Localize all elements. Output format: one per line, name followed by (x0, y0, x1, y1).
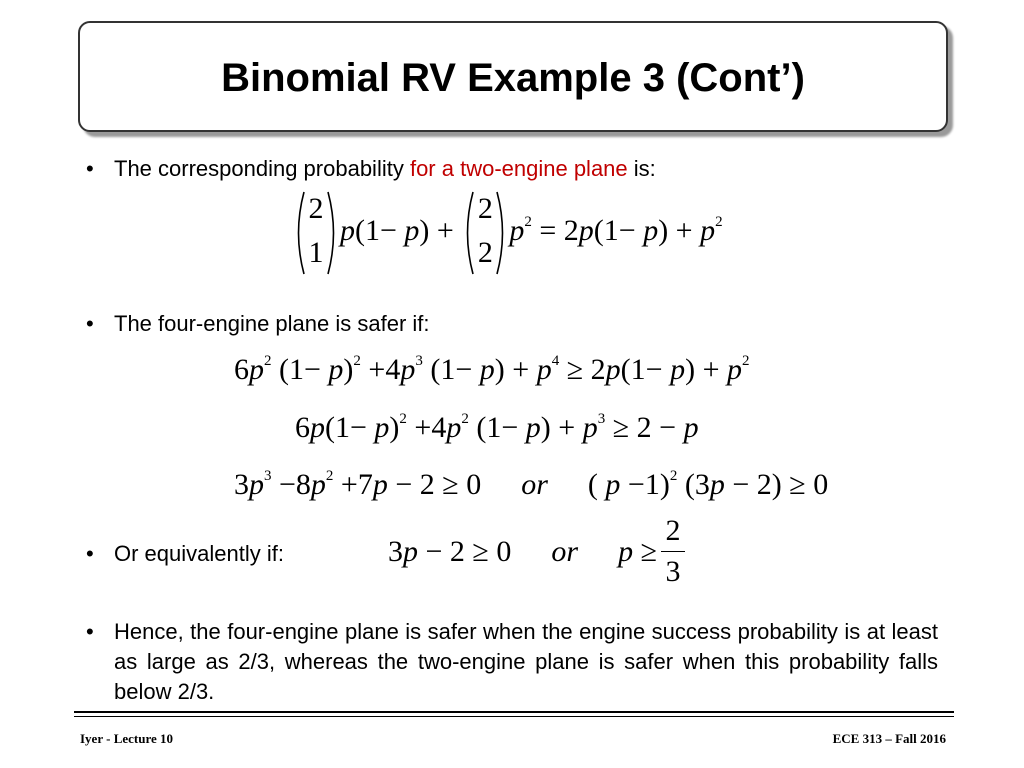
bullet-dot: • (86, 541, 94, 566)
equation-inequality-1: $6p^2$ $(1- p)^2 +4p^3$ $(1- p) + p^4 \ge 2p(1- p) + p^2$ (234, 353, 750, 386)
bullet-two-engine: • The corresponding probability for a two-engine plane is: (86, 156, 656, 181)
binomial-coefficient: 2 1 (292, 190, 340, 276)
equation-two-engine: 2 1 p(1− p) + 2 2 $p^2 = 2p(1- p) + p^2$ (292, 190, 723, 276)
equation-inequality-2: $6p(1- p)^2 +4p^2$ $(1- p) + p^3 \ge 2 - p$ (295, 411, 699, 444)
bullet-conclusion (86, 617, 938, 707)
title-box (78, 21, 948, 132)
footer-course: ECE 313 – Fall 2016 (832, 731, 946, 746)
highlight-text: for a two-engine plane (409, 156, 628, 181)
bullet-equivalently: • Or equivalently if: (86, 541, 284, 566)
footer-lecture: Iyer - Lecture 10 (80, 731, 174, 746)
binomial-coefficient: 2 2 (461, 190, 509, 276)
bullet-dot: • (86, 619, 94, 644)
conclusion-text: Hence, the four-engine plane is safer when the engine success probability is at least as large as 2/3, whereas the two-engine plane is safer when this probability falls below 2/3. (114, 619, 938, 704)
bullet-dot: • (86, 311, 94, 336)
footer-rule-thin (74, 716, 954, 717)
equation-cubic: $3p^3 -8p^2 +7p - 2 \ge 0$ or ( p −1)$^2$ (3p − 2) ≥ 0 (234, 468, 829, 501)
fraction-two-thirds: $\frac{2}{3}$ (661, 514, 685, 589)
footer-rule-thick (74, 711, 954, 713)
bullet-four-engine-safer: • The four-engine plane is safer if: (86, 311, 430, 336)
bullet-dot: • (86, 156, 94, 181)
slide-title: Binomial RV Example 3 (Cont’) (221, 56, 805, 100)
equation-final: 3p − 2 ≥ 0 or p ≥ $\frac{2}{3}$ (388, 514, 685, 589)
